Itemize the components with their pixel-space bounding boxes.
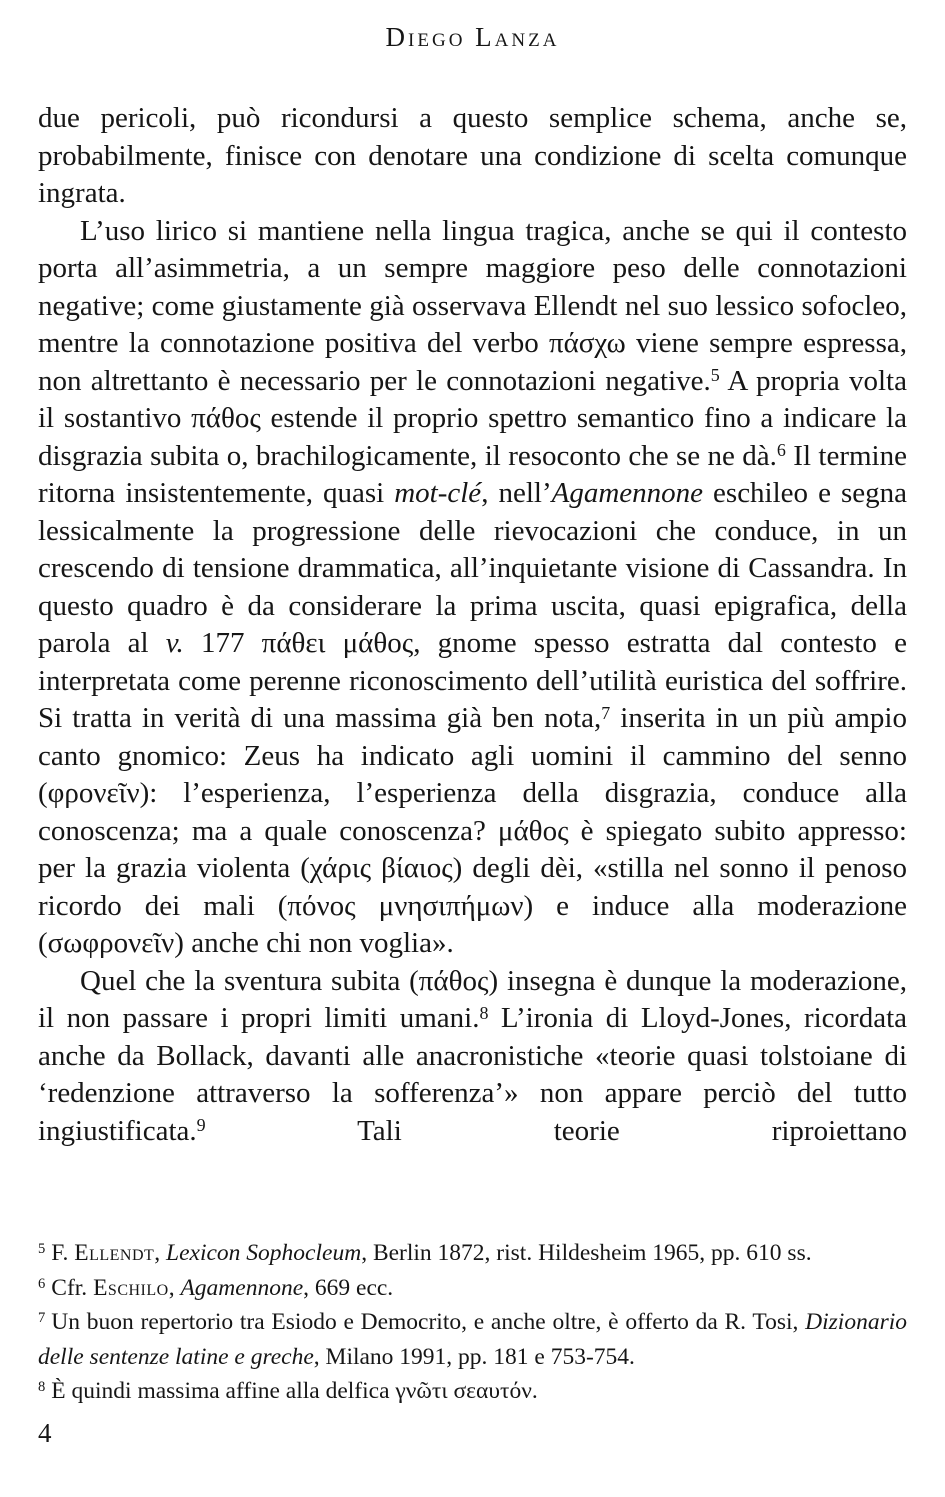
footnote-item	[38, 1236, 907, 1271]
footnote-text	[51, 1275, 393, 1301]
footnote-item	[38, 1305, 907, 1374]
text-run: Un buon repertorio tra Esiodo e Democrito, e anche oltre, è offerto da R. Tosi,	[51, 1309, 806, 1335]
text-run: Il termine ritorna insistentemente, quasi	[38, 439, 907, 509]
text-run-italic: Lexicon Sophocleum	[166, 1240, 362, 1266]
text-run-italic: Dizionario delle sentenze latine e greche	[38, 1309, 907, 1370]
text-run: È quindi massima affine alla delfica γνῶτι σεαυτόν.	[51, 1378, 538, 1404]
footnote-marker: 6	[38, 1275, 46, 1292]
paragraph-moderation	[38, 963, 907, 1151]
footnote-text	[51, 1240, 811, 1266]
text-run: due pericoli, può ricondursi a questo semplice schema, anche se, probabilmente, finisce con denotare una condizione di scelta comunque ingrata.	[38, 102, 907, 209]
text-run: inserita in un più ampio canto gnomico: Zeus ha indicato agli uomini il cammino del senno (φρονεῖν): l’esperienza, l’esperienza della disgrazia, conduce alla conoscenza; ma a quale conoscenza? μάθος è spiegato subito appresso: per la grazia violenta (χάρις βίαιος) degli dèi, «stilla nel sonno il penoso ricordo dei mali (πόνος μνησιπήμων) e induce alla moderazione (σωφρονεῖν) anche chi non voglia».	[38, 702, 907, 959]
text-run-smallcaps: Ellendt	[74, 1240, 155, 1266]
text-run: ,	[154, 1240, 167, 1266]
text-run: 177 πάθει μάθος, gnome spesso estratta dal contesto e interpretata come perenne riconoscimento dell’utilità euristica del soffrire. Si tratta in verità di una massima già ben nota,	[38, 627, 907, 734]
text-run-italic: Agamennone	[180, 1274, 304, 1301]
text-run: L’uso lirico si mantiene nella lingua tragica, anche se qui il contesto porta all’asimmetria, a un sempre maggiore peso delle connotazioni negative; come giustamente già osservava Ellendt nel suo lessico sofocleo, mentre la connotazione positiva del verbo πάσχω viene sempre espressa, non altrettanto è necessario per le connotazioni negative.	[38, 214, 907, 397]
text-run-sup: 8	[479, 1002, 489, 1023]
text-run: , Berlin 1872, rist. Hildesheim 1965, pp. 610 ss.	[361, 1240, 812, 1266]
footnote-item	[38, 1271, 907, 1306]
text-run-smallcaps: Eschilo	[93, 1274, 169, 1301]
text-run-sup: 9	[196, 1115, 206, 1136]
paragraph-lyric-usage	[38, 213, 907, 963]
footnote-marker: 7	[38, 1310, 46, 1327]
text-run: Quel che la sventura subita (πάθος) insegna è dunque la moderazione, il non passare i propri limiti umani.	[38, 964, 907, 1034]
text-run-italic: v.	[165, 627, 184, 659]
paragraph-continuation	[38, 100, 907, 213]
text-run: , Milano 1991, pp. 181 e 753-754.	[313, 1343, 635, 1370]
footnote-marker: 8	[38, 1379, 46, 1396]
text-run: Tali teorie riproiettano	[205, 1114, 907, 1147]
text-run: F.	[51, 1240, 75, 1266]
text-run-sup: 7	[601, 702, 611, 723]
text-run-sup: 6	[776, 440, 786, 461]
footnote-item	[38, 1374, 907, 1409]
footnotes-section	[38, 1236, 907, 1409]
text-run-sup: 5	[710, 365, 720, 386]
text-run: ,	[168, 1274, 181, 1301]
footnote-text	[51, 1378, 537, 1404]
text-run: eschileo e segna lessicalmente la progressione delle rievocazioni che conduce, in un crescendo di tensione drammatica, all’inquietante visione di Cassandra. In questo quadro è da considerare la prima uscita, quasi epigrafica, della parola al	[38, 477, 907, 659]
text-run: Cfr.	[51, 1274, 94, 1301]
footnote-text	[38, 1309, 907, 1370]
text-run: , 669 ecc.	[303, 1274, 394, 1301]
footnote-marker: 5	[38, 1241, 46, 1258]
text-run-italic: Agamennone	[551, 477, 704, 509]
page-number: 4	[38, 1418, 52, 1448]
body-text	[38, 100, 907, 1150]
text-run: , nell’	[481, 477, 552, 509]
text-run: L’ironia di Lloyd-Jones, ricordata anche da Bollack, davanti alle anacronistiche «teorie quasi tolstoiane di ‘redenzione attraverso la sofferenza’» non appare perciò del tutto ingiustificata.	[38, 1002, 907, 1147]
text-run: A propria volta il sostantivo πάθος estende il proprio spettro semantico fino a indicare la disgrazia subita o, brachilogicamente, il resoconto che se ne dà.	[38, 364, 907, 472]
text-run-italic: mot-clé	[394, 477, 482, 509]
running-head-author: Diego Lanza	[385, 22, 560, 52]
